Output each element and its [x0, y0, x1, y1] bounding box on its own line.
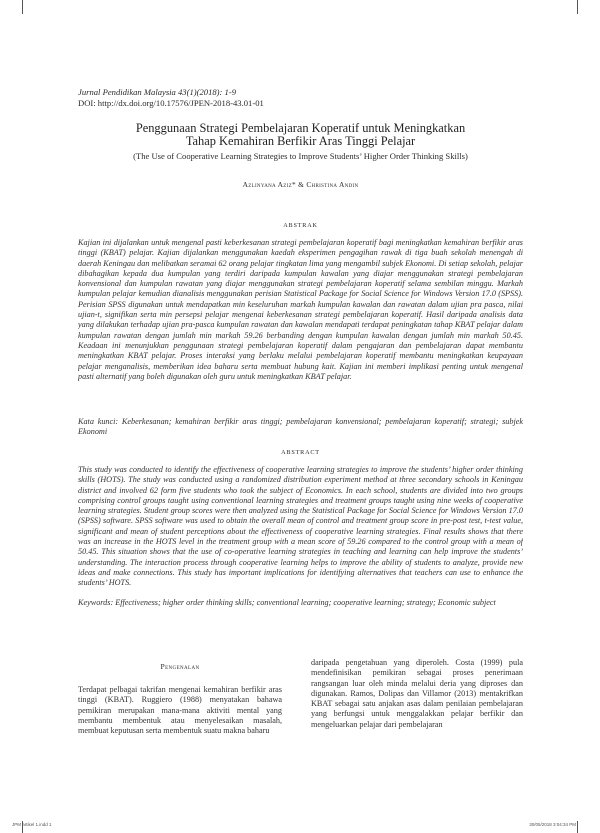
crop-mark-top-right — [577, 0, 586, 14]
kata-kunci: Kata kunci: Keberkesanan; kemahiran berfikir aras tinggi; pembelajaran konvensional; pembelajaran koperatif; strategi; subjek Ekonomi — [78, 417, 523, 437]
doi-link[interactable]: DOI: http://dx.doi.org/10.17576/JPEN-2018-43.01-01 — [78, 98, 264, 108]
crop-mark-bottom-right — [577, 821, 586, 833]
print-slug-timestamp: 30/05/2018 3:04:34 PM — [529, 822, 576, 827]
section-heading-pengenalan: Pengenalan — [160, 662, 200, 671]
body-column-right: daripada pengetahuan yang diperoleh. Costa (1999) pula mendefinisikan pemikiran sebagai proses penerimaan rangsangan luar oleh minda melalui deria yang diproses dan digunakan. Ramos, Dolipas dan Villamor (2013) mentakrifkan KBAT sebagai satu anjakan asas dalam penilaian pembelajaran yang berfungsi untuk menggalakkan pelajar berfikir dan mengeluarkan pelajar dari pembelajaran — [311, 658, 523, 729]
abstrak-heading: ABSTRAK — [283, 222, 318, 229]
article-title-line1: Penggunaan Strategi Pembelajaran Koperatif untuk Meningkatkan — [135, 121, 466, 135]
print-slug-file: JPM artikel 1.indd 1 — [12, 822, 52, 827]
crop-mark-top-left — [14, 0, 23, 14]
body-column-left: Terdapat pelbagai takrifan mengenai kemahiran berfikir aras tinggi (KBAT). Ruggiero (1988) menyatakan bahawa pemikiran merupakan mana-mana aktiviti mental yang membantu membentuk atau menyelesaikan masalah, membuat keputusan serta membentuk suatu makna baharu — [78, 685, 282, 736]
journal-citation: Jurnal Pendidikan Malaysia 43(1)(2018): 1-9 — [78, 87, 236, 97]
article-subtitle: (The Use of Cooperative Learning Strategies to Improve Students’ Higher Order Thinking Skills) — [133, 151, 468, 161]
abstract-heading: ABSTRACT — [281, 449, 320, 456]
abstract-text: This study was conducted to identify the effectiveness of cooperative learning strategies to improve the students’ higher order thinking skills (HOTS). The study was conducted using a randomized distribution experiment method at three secondary schools in Keningau district and involved 62 form five students who took the subject of Economics. In each school, students are divided into two groups comprising control groups taught using conventional learning strategies and treatment groups taught using nine weeks of cooperative learning strategies. Student group scores were then analyzed using the Statistical Package for Social Science for Windows Version 17.0 (SPSS) software. SPSS software was used to obtain the overall mean of control and treatment group score in pre-post test, t-test value, significant and mean of student perceptions about the effectiveness of cooperative learning strategies. Final results shows that there was an increase in the HOTS level in the treatment group with a mean score of 59.26 compared to the control group with a mean of 50.45. This situation shows that the use of co-operative learning strategies in teaching and learning can help improve the students’ understanding. The interaction process through cooperative learning helps to improve the ability of students to analyze, provide new ideas and make connections. This study has important implications for identifying alternatives that teachers can use to enhance the students’ HOTS. — [78, 465, 523, 588]
author-list: Azlinyana Aziz* & Christina Andin — [242, 180, 359, 189]
abstrak-text: Kajian ini dijalankan untuk mengenal pasti keberkesanan strategi pembelajaran koperatif bagi meningkatkan kemahiran berfikir aras tinggi (KBAT) pelajar. Kajian dijalankan menggunakan kaedah eksperimen pengagihan rawak di tiga buah sekolah menengah di daerah Keningau dan melibatkan seramai 62 orang pelajar tingkatan lima yang mengambil subjek Ekonomi. Di setiap sekolah, pelajar dibahagikan kepada dua kumpulan yang terdiri daripada kumpulan kawalan yang diajar menggunakan strategi pembelajaran konvensional dan kumpulan rawatan yang diajar menggunakan strategi pembelajaran koperatif selama sembilan minggu. Markah kumpulan pelajar kemudian dianalisis menggunakan perisian Statistical Package for Social Science for Windows Version 17.0 (SPSS). Perisian SPSS digunakan untuk mendapatkan min keseluruhan markah kumpulan kawalan dan rawatan dalam ujian pra pasca, nilai ujian-t, signifikan serta min persepsi pelajar mengenai keberkesanan strategi pembelajaran koperatif. Hasil daripada analisis data yang dilakukan terhadap ujian pra-pasca kumpulan rawatan dan kawalan mendapati terdapat peningkatan tahap KBAT pelajar dalam kumpulan rawatan dengan jumlah min markah 59.26 berbanding dengan kumpulan kawalan dengan jumlah min markah 50.45. Keadaan ini menunjukkan penggunaan strategi pembelajaran koperatif dalam pengajaran dan pembelajaran dapat membantu meningkatkan KBAT pelajar. Proses interaksi yang berlaku melalui pembelajaran koperatif membantu meningkatkan keupayaan pelajar menganalisis, memberikan idea baharu serta membuat hubung kait. Kajian ini memberi implikasi penting untuk mengenal pasti alternatif yang boleh digunakan oleh guru untuk meningkatkan KBAT pelajar. — [78, 238, 523, 381]
keywords: Keywords: Effectiveness; higher order thinking skills; conventional learning; cooperative learning; strategy; Economic subject — [78, 598, 496, 607]
article-title-line2: Tahap Kemahiran Berfikir Aras Tinggi Pelajar — [185, 134, 416, 148]
